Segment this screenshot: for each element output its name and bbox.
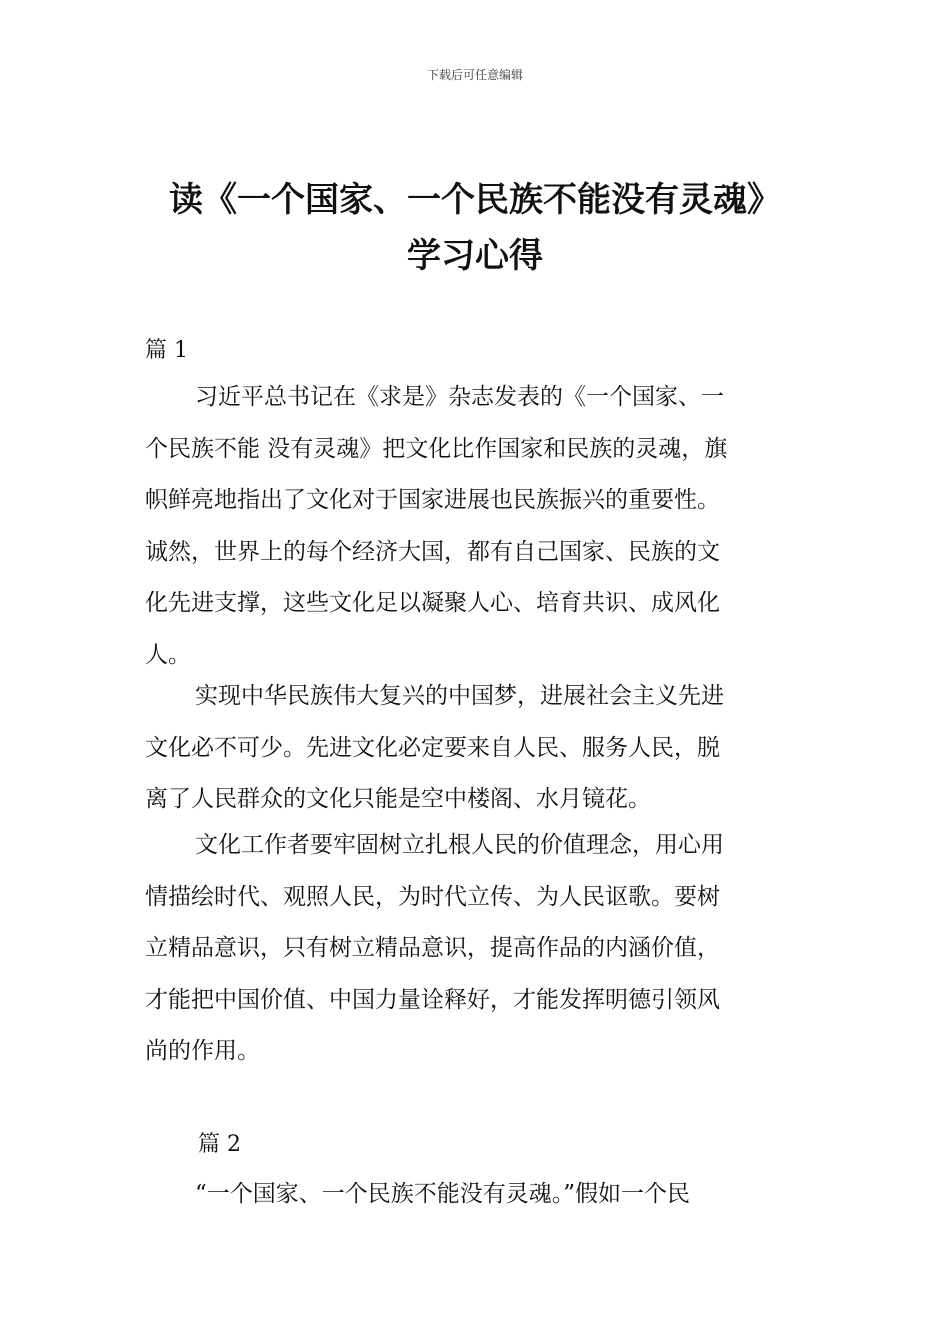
title-line-1: 读《一个国家、一个民族不能没有灵魂》 xyxy=(169,180,781,220)
paragraph-line: 人。 xyxy=(145,641,191,668)
section-label-2: 篇 2 xyxy=(198,1132,241,1157)
paragraph-line: 立精品意识，只有树立精品意识，提高作品的内涵价值， xyxy=(145,935,720,961)
paragraph-line: 个民族不能 没有灵魂》把文化比作国家和民族的灵魂，旗 xyxy=(145,435,728,462)
document-title xyxy=(0,172,950,284)
paragraph-line: 离了人民群众的文化只能是空中楼阁、水月镜花。 xyxy=(145,786,651,812)
paragraph-line: 实现中华民族伟大复兴的中国梦，进展社会主义先进 xyxy=(195,683,724,709)
paragraph-line: 才能把中国价值、中国力量诠释好，才能发挥明德引领风 xyxy=(145,986,720,1013)
paragraph-line: 情描绘时代、观照人民，为时代立传、为人民讴歌。要树 xyxy=(145,883,720,910)
paragraph-line: 诚然，世界上的每个经济大国，都有自己国家、民族的文 xyxy=(145,538,720,565)
paragraph-line: 化先进支撑，这些文化足以凝聚人心、培育共识、成风化 xyxy=(145,590,720,616)
paragraph-line: 文化工作者要牢固树立扎根人民的价值理念，用心用 xyxy=(195,832,724,858)
paragraph-line: 文化必不可少。先进文化必定要来自人民、服务人民，脱 xyxy=(145,734,720,761)
title-line-2: 学习心得 xyxy=(407,236,543,276)
paragraph-line: 尚的作用。 xyxy=(145,1038,260,1064)
header-note: 下载后可任意编辑 xyxy=(426,68,523,82)
section-label-1: 篇 1 xyxy=(145,338,188,363)
paragraph xyxy=(145,1169,807,1221)
paragraph-line: “一个国家、一个民族不能没有灵魂。”假如一个民 xyxy=(195,1181,691,1207)
paragraph xyxy=(145,671,807,826)
paragraph xyxy=(145,372,807,681)
paragraph xyxy=(145,820,807,1078)
paragraph-line: 习近平总书记在《求是》杂志发表的《一个国家、一 xyxy=(195,384,724,410)
paragraph-line: 帜鲜亮地指出了文化对于国家进展也民族振兴的重要性。 xyxy=(145,487,720,513)
